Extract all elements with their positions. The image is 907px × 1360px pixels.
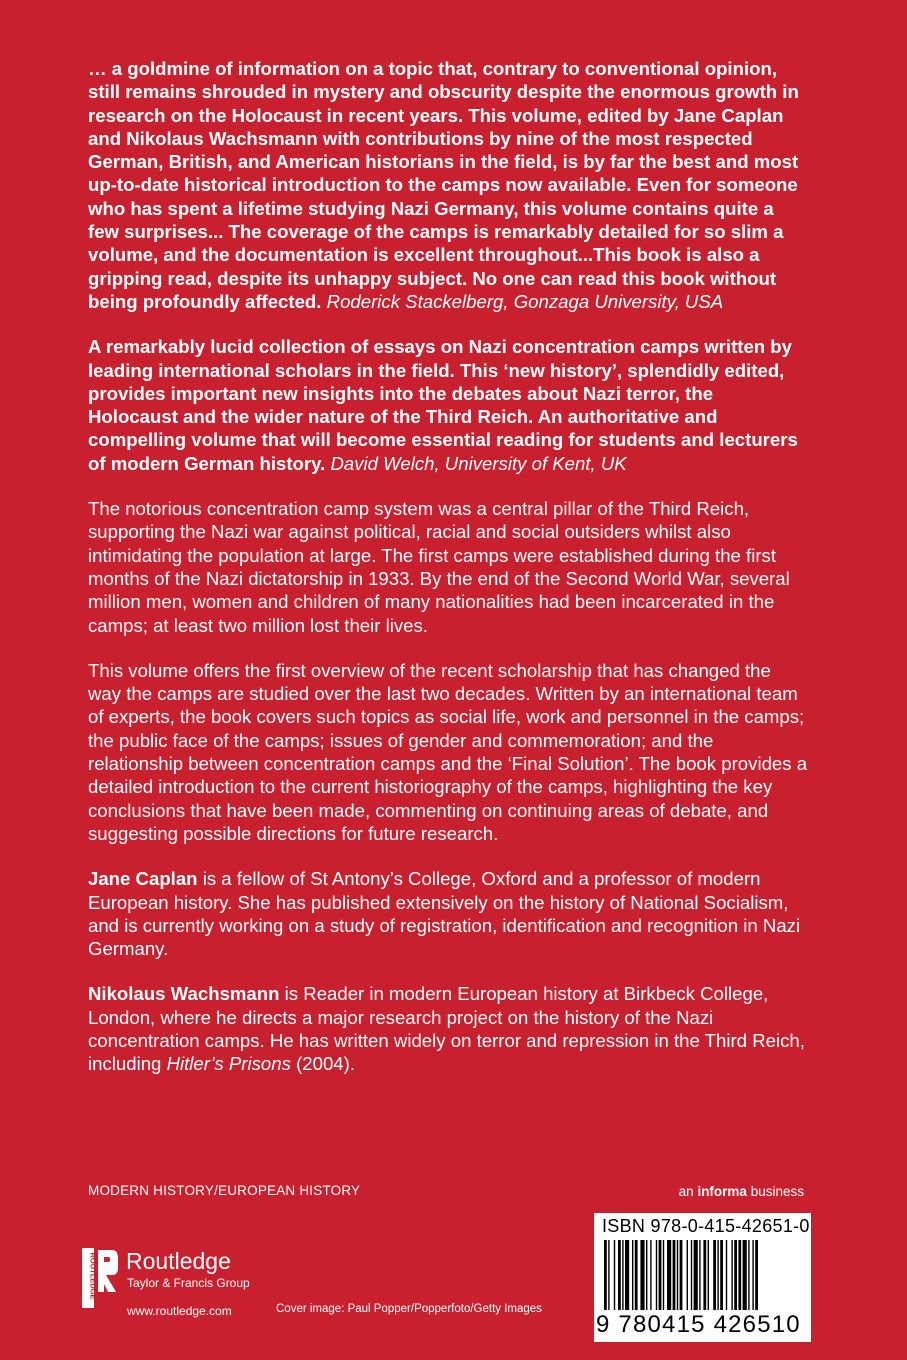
barcode-bar [640,1240,644,1310]
book-title-hitlers-prisons: Hitler’s Prisons [166,1053,291,1075]
editor-name-wachsmann: Nikolaus Wachsmann [88,983,280,1005]
editor-bio-wachsmann-end: (2004). [290,1053,355,1075]
barcode-bar [717,1240,718,1310]
barcode-bar [687,1240,688,1310]
barcode-icon [602,1240,802,1310]
barcode-bar [691,1240,692,1310]
editor-name-caplan: Jane Caplan [88,868,198,890]
description-paragraph-1: The notorious concentration camp system was a central pillar of the Third Reich, supporting the Nazi war against political, racial and social outsiders whilst also intimidating the population at large. The first camps were established during the first months of the Nazi dictatorship in 1933. By the end of the Second World War, several million men, women and children of many nationalities had been incarcerated in the camps; at least two million lost their lives. [88,498,790,636]
editor-bio-wachsmann-text: is Reader in modern European history at Birkbeck College, London, where he directs a major research project on the history of the Nazi concentration camps. He has written widely on terror and repression in the Third Reich, including [88,983,805,1075]
review-quote-1-text: … a goldmine of information on a topic that, contrary to conventional opinion, still remains shrouded in mystery and obscurity despite the enormous growth in research on the Holocaust in recent years. This volume, edited by Jane Caplan and Nikolaus Wachsmann with contributions by nine of the most respected German, British, and American historians in the field, is by far the best and most up-to-date historical introduction to the camps now available. Even for someone who has spent a lifetime studying Nazi Germany, this volume contains quite a few surprises... The coverage of the camps is remarkably detailed for so slim a volume, and the documentation is excellent throughout...This book is also a gripping read, despite its unhappy subject. No one can read this book without being profoundly affected. [88,58,799,312]
publisher-group: Taylor & Francis Group [127,1276,250,1290]
review-quote-2 [88,335,808,475]
barcode-bar [604,1240,607,1310]
review-quote-1-attribution: Roderick Stackelberg, Gonzaga University, USA [326,290,724,312]
routledge-logo-mark-icon [82,1248,118,1308]
barcode-bar [708,1240,709,1310]
barcode-bar [748,1240,749,1310]
barcode-bar [673,1240,676,1310]
description-paragraph-2: This volume offers the first overview of the recent scholarship that has changed the way the camps are studied over the last two decades. Written by an international team of experts, the book covers such topics as social life, work and personnel in the camps; the public face of the camps; issues of gender and commemoration; and the relationship between concentration camps and the ‘Final Solution’. The book provides a detailed introduction to the current historiography of the camps, highlighting the key conclusions that have been made, commenting on continuing areas of debate, and suggesting possible directions for future research. [88,659,808,844]
barcode-bar [755,1240,758,1310]
editor-bio-caplan [88,867,808,960]
barcode-bar [677,1240,678,1310]
barcode-bar [659,1240,662,1310]
barcode-bar [743,1240,747,1310]
barcode-bar [738,1240,741,1310]
barcode-bar [752,1240,753,1310]
barcode-bar [699,1240,700,1310]
barcode-bar [646,1240,647,1310]
barcode-bar [622,1240,623,1310]
barcode-bar [694,1240,698,1310]
barcode-bar [656,1240,657,1310]
barcode-bar [635,1240,638,1310]
informa-prefix: an [678,1184,698,1199]
informa-suffix: business [746,1184,804,1199]
barcode-bar [625,1240,629,1310]
editor-bio-wachsmann [88,982,808,1075]
barcode-bar [632,1240,633,1310]
publisher-url[interactable]: www.routledge.com [127,1304,232,1318]
cover-image-credit: Cover image: Paul Popper/Popperfoto/Getty Images [276,1303,542,1315]
informa-brand: informa [697,1184,747,1199]
barcode-bar [734,1240,737,1310]
barcode-bar [650,1240,651,1310]
barcode-bar [667,1240,671,1310]
barcode-bar [720,1240,723,1310]
isbn-number: ISBN 978-0-415-42651-0 [602,1216,810,1236]
subject-category: MODERN HISTORY/EUROPEAN HISTORY [88,1183,361,1198]
barcode-bar [726,1240,727,1310]
review-quote-1 [88,57,808,313]
review-quote-2-attribution: David Welch, University of Kent, UK [330,452,627,474]
publisher-name: Routledge [126,1248,231,1274]
barcode-bar [618,1240,621,1310]
barcode-bar [703,1240,706,1310]
informa-tagline [679,1184,804,1199]
barcode-bar [614,1240,615,1310]
logo-vertical-text: ROUTLEDGE [88,1252,98,1300]
barcode-bar [731,1240,732,1310]
editor-bio-caplan-text: is a fellow of St Antony’s College, Oxford and a professor of modern European history. She has published extensively on the history of National Socialism, and is currently working on a study of registration, identification and recognition in Nazi Germany. [88,868,801,960]
barcode-bar [680,1240,683,1310]
barcode-bar [608,1240,609,1310]
back-cover-text [88,57,808,1098]
barcode-digits: 9 780415 426510 [596,1311,801,1338]
review-quote-2-text: A remarkably lucid collection of essays on Nazi concentration camps written by leading international scholars in the field. This ‘new history’, splendidly edited, provides important new insights into the debates about Nazi terror, the Holocaust and the wider nature of the Third Reich. An authoritative and compelling volume that will become essential reading for students and lecturers of modern German history. [88,336,798,474]
barcode-bar [713,1240,716,1310]
barcode-bar [663,1240,664,1310]
isbn-barcode-box [594,1213,811,1342]
routledge-logo [82,1248,302,1328]
